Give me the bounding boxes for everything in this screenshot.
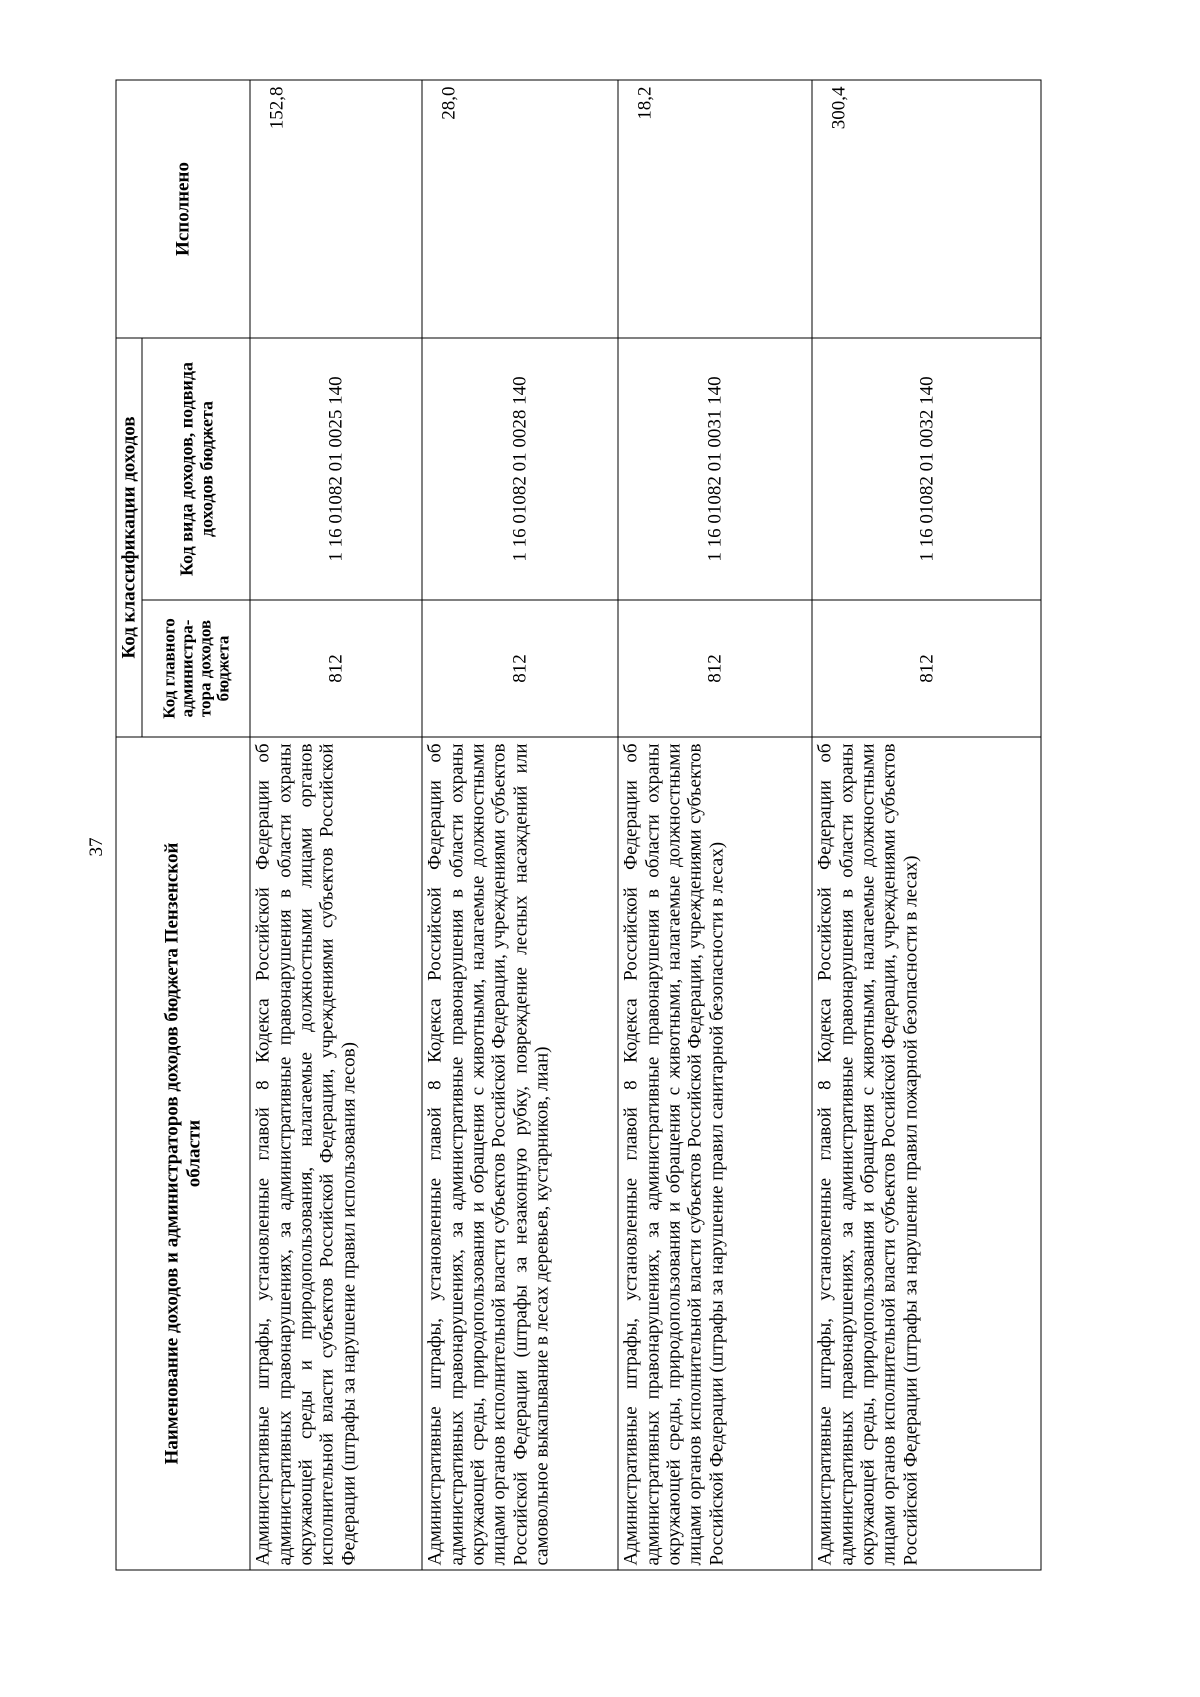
header-executed: Исполнено xyxy=(116,80,250,338)
header-classification: Код классификации доходов xyxy=(116,338,142,737)
header-admin-code: Код главного администра-тора доходов бюджета xyxy=(142,600,250,737)
row-admin-code: 812 xyxy=(618,600,812,737)
row-income-code: 1 16 01082 01 0031 140 xyxy=(618,338,812,600)
header-income-code: Код вида доходов, подвида доходов бюджета xyxy=(142,338,250,600)
row-executed: 300,4 xyxy=(812,80,1041,338)
row-executed: 18,2 xyxy=(618,80,812,338)
revenue-table xyxy=(116,80,1042,1571)
table-row xyxy=(618,80,812,1570)
row-executed: 28,0 xyxy=(422,80,618,338)
table-row xyxy=(250,80,422,1570)
row-name: Административные штрафы, установленные главой 8 Кодекса Российской Федерации об административных правонарушениях, за административные правонарушения в области охраны окружающей среды, природопользования и обращения с животными, налагаемые должностными лицами органов исполнительной власти субъектов Российской Федерации, учреждениями субъектов Российской Федерации (штрафы за незаконную рубку, повреждение лесных насаждений или самовольное выкапывание в лесах деревьев, кустарников, лиан) xyxy=(422,737,618,1570)
row-name: Административные штрафы, установленные главой 8 Кодекса Российской Федерации об административных правонарушениях, за административные правонарушения в области охраны окружающей среды и природопользования, налагаемые должностными лицами органов исполнительной власти субъектов Российской Федерации, учреждениями субъектов Российской Федерации (штрафы за нарушение правил использования лесов) xyxy=(250,737,422,1570)
row-name: Административные штрафы, установленные главой 8 Кодекса Российской Федерации об административных правонарушениях, за административные правонарушения в области охраны окружающей среды, природопользования и обращения с животными, налагаемые должностными лицами органов исполнительной власти субъектов Российской Федерации, учреждениями субъектов Российской Федерации (штрафы за нарушение правил санитарной безопасности в лесах) xyxy=(618,737,812,1570)
header-name: Наименование доходов и администраторов доходов бюджета Пензенской области xyxy=(116,737,250,1570)
rotated-table-container xyxy=(116,81,1039,1571)
row-admin-code: 812 xyxy=(812,600,1041,737)
row-income-code: 1 16 01082 01 0025 140 xyxy=(250,338,422,600)
row-executed: 152,8 xyxy=(250,80,422,338)
row-name: Административные штрафы, установленные главой 8 Кодекса Российской Федерации об административных правонарушениях, за административные правонарушения в области охраны окружающей среды, природопользования и обращения с животными, налагаемые должностными лицами органов исполнительной власти субъектов Российской Федерации, учреждениями субъектов Российской Федерации (штрафы за нарушение правил пожарной безопасности в лесах) xyxy=(812,737,1041,1570)
table-row xyxy=(422,80,618,1570)
row-income-code: 1 16 01082 01 0032 140 xyxy=(812,338,1041,600)
row-admin-code: 812 xyxy=(422,600,618,737)
row-income-code: 1 16 01082 01 0028 140 xyxy=(422,338,618,600)
page-number: 37 xyxy=(86,837,107,857)
table-row xyxy=(812,80,1041,1570)
row-admin-code: 812 xyxy=(250,600,422,737)
